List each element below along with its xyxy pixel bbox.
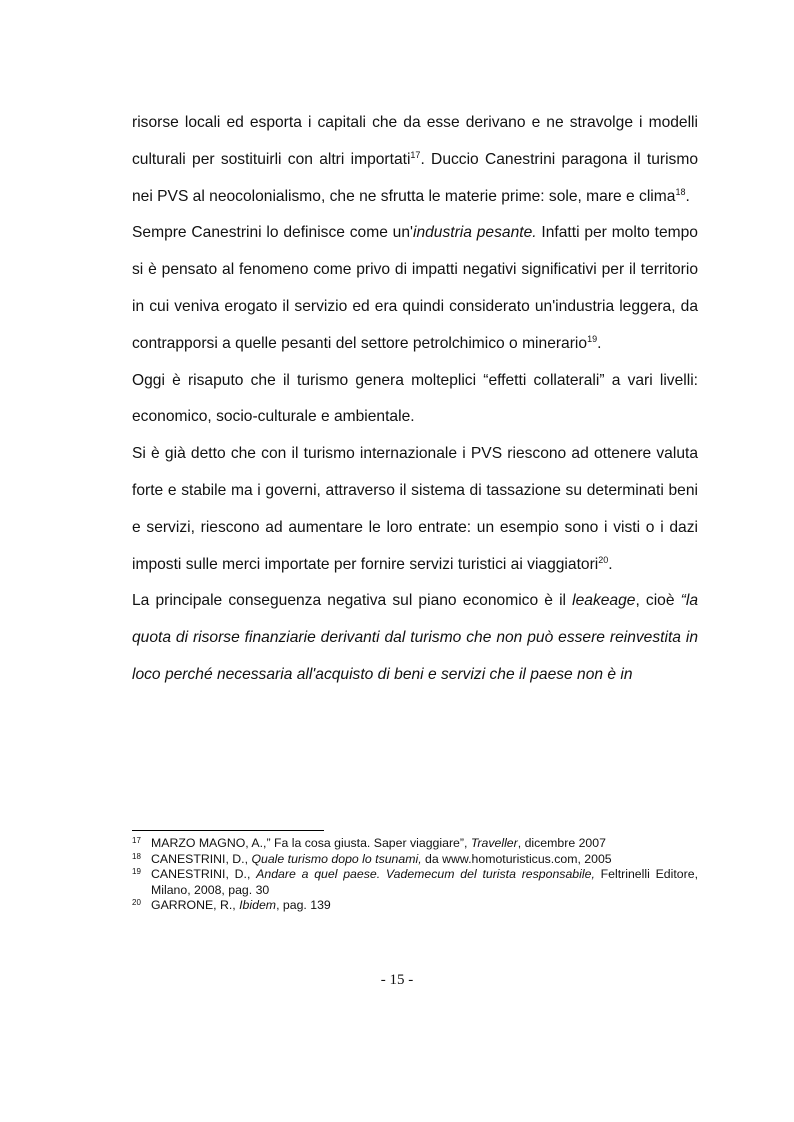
paragraph-1 [132,105,698,215]
footnote-text-b: Feltrinelli Editore, Milano, 2008, pag. 30 [151,867,698,897]
footnote-separator [132,830,324,831]
footnote-text-a: GARRONE, R., [151,898,240,912]
footnote-title: Quale turismo dopo lo tsunami, [251,851,422,866]
paragraph-2-text-b: Infatti per molto tempo si è pensato al fenomeno come privo di impatti negativi significativi per il territorio in cui veniva erogato il servizio ed era quindi considerato un'industria leggera, da contrapporsi a quelle pesanti del settore petrolchimico o minerario [132,224,698,352]
paragraph-3-text: Oggi è risaputo che il turismo genera molteplici “effetti collaterali” a vari livelli: economico, socio-culturale e ambientale. [132,371,698,426]
paragraph-3 [132,363,698,437]
footnote-number: 18 [132,851,141,861]
paragraph-2-text-c: . [597,334,602,352]
paragraph-5-emphasis-term: leakeage [572,592,636,610]
footnote-title: Traveller [470,836,518,850]
footnote-title: Ibidem [239,898,277,912]
footnote-ref-19[interactable]: 19 [587,333,598,344]
paragraph-5 [132,583,698,693]
footnote-text-b: , dicembre 2007 [517,836,606,850]
paragraph-4 [132,436,698,583]
footnote-ref-20[interactable]: 20 [598,554,609,565]
footnote-text-a: MARZO MAGNO, A.,” Fa la cosa giusta. Saper viaggiare”, [151,836,471,850]
paragraph-5-text-b: , cioè [635,592,681,610]
footnote-ref-17[interactable]: 17 [410,149,421,160]
page-number: - 15 - [380,972,414,988]
paragraph-5-quote: “la quota di risorse finanziarie derivanti dal turismo che non può essere reinvestita in loco perché necessaria all'acquisto di beni e servizi che il paese non è in [132,592,698,683]
footnote-text-b: , pag. 139 [276,898,331,912]
paragraph-4-text-a: Si è già detto che con il turismo internazionale i PVS riescono ad ottenere valuta forte e stabile ma i governi, attraverso il sistema di tassazione su determinati beni e servizi, riescono ad aumentare le loro entrate: un esempio sono i visti o i dazi imposti sulle merci importate per fornire servizi turistici ai viaggiatori [132,445,698,573]
paragraph-1-text-c: . [685,187,690,205]
footnote-18 [132,852,698,868]
footnote-text-a: CANESTRINI, D., [151,867,257,881]
paragraph-1-text-b: . Duccio Canestrini paragona il turismo nei PVS al neocolonialismo, che ne sfrutta le materie prime: sole, mare e clima [132,150,699,205]
footnote-17 [132,836,698,852]
paragraph-2 [132,215,698,362]
paragraph-1-text-a: risorse locali ed esporta i capitali che da esse derivano e ne stravolge i modelli culturali per sostituirli con altri importati [132,114,698,168]
body-text [132,105,698,694]
footnote-title: Andare a quel paese. Vademecum del turista responsabile, [256,867,595,881]
footnote-ref-18[interactable]: 18 [675,186,686,197]
footnote-number: 17 [132,836,141,845]
footnotes [132,836,698,914]
paragraph-2-emphasis: industria pesante. [413,224,537,242]
footnote-number: 19 [132,867,141,876]
paragraph-2-text-a: Sempre Canestrini lo definisce come un' [132,224,413,242]
paragraph-4-text-b: . [608,555,613,573]
paragraph-5-text-a: La principale conseguenza negativa sul piano economico è il [132,592,573,610]
footnote-text-b: da www.homoturisticus.com, 2005 [421,851,612,866]
footnote-number: 20 [132,898,141,907]
footnote-20 [132,898,698,914]
footnote-text-a: CANESTRINI, D., [151,851,252,866]
footnote-19 [132,867,698,898]
